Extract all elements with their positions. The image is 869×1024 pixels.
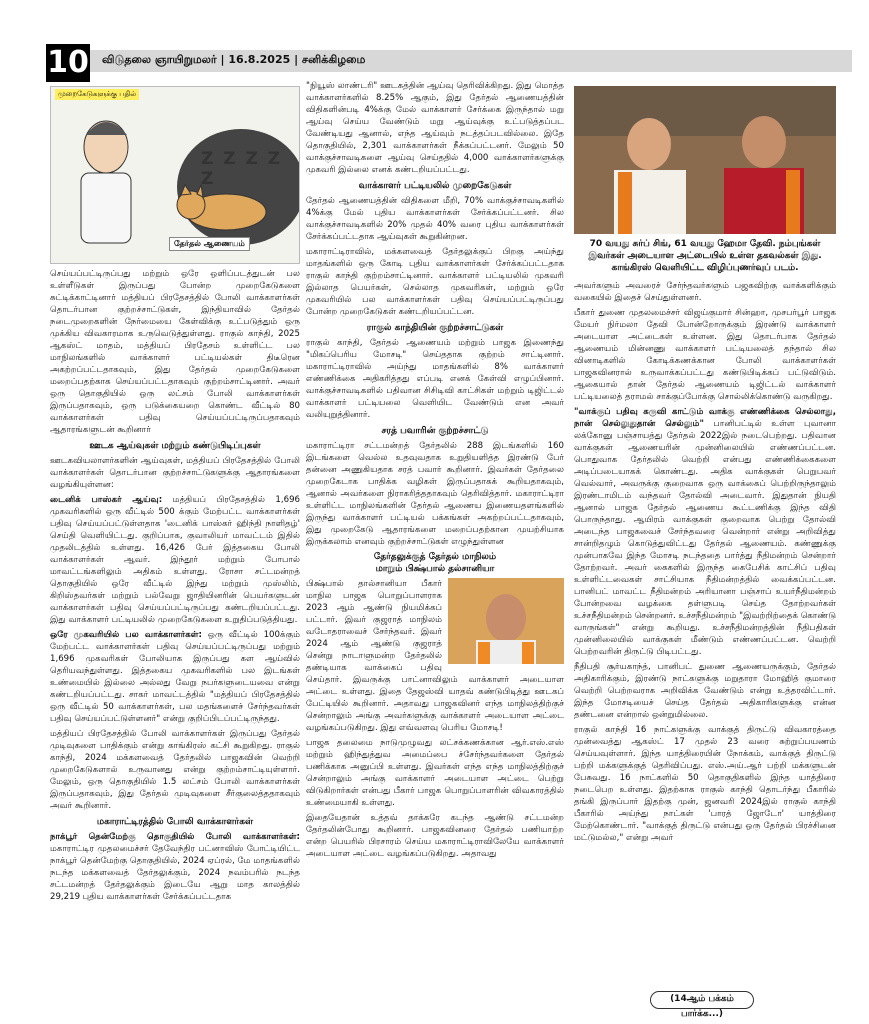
continued-on-page-link[interactable]: (14ஆம் பக்கம் பார்க்க...)	[650, 991, 754, 1009]
col3-para-5: ராகுல் காந்தி 16 நாட்களுக்கு வாக்குத் திருட்டு விவகாரத்தை முன்வைத்து ஆகஸ்ட் 17 முதல் 23 வரை சுற்றுப்பயணம் செய்யவுள்ளார். இந்த யாத்திரையின் நோக்கம், வாக்குத் திருட்டு பற்றி மக்களுக்குத் தெரிவிப்பது. எஸ்.அய்.ஆர் பற்றி மக்களுடன் பேசுவது. 16 நாட்களில் 50 தொகுதிகளில் இந்த யாத்திரை நடைபெற உள்ளது. இதற்காக ராகுல் காந்தி தொடர்ந்து பீகாரில் தங்கி இருப்பார் இதற்கு முன், ஜனவரி 2024இல் ராகுல் காந்தி பீகாரில் அய்ந்து நாட்கள் 'பாரத் ஜோடோ' யாத்திரை மேற்கொண்டார். "வாக்குத் திருட்டு என்பது ஒரு தேர்தல் பிரச்சினை மட்டுமல்ல," என்று அவர்	[574, 725, 836, 843]
column-3	[574, 86, 836, 982]
col1-para-6-lead: நாக்பூர் தென்மேற்கு தொகுதியில் போலி வாக்காளர்கள்:	[50, 832, 300, 842]
voters-photo	[574, 86, 836, 234]
column-2	[306, 80, 564, 1016]
col2-para-1: "நியூஸ் லாண்டரி" ஊடகத்தின் ஆய்வு தெரிவிக்கிறது. இது மொத்த வாக்காளர்களில் 8.25% ஆகும், இது தேர்தல் ஆணையத்தின் விதிகளின்படி 4%க்கு மேல் வாக்காளர் சேர்க்கை இருந்தால் மறு ஆய்வு செய்ய வேண்டும் மறு ஆய்வுக்கு உட்படுத்தப்பட வேண்டியது ஆனால், எந்த ஆய்வும் நடத்தப்படவில்லை. இதே தொகுதியில், 2,301 வாக்காளர்கள் நீக்கப்பட்டனர். மேலும் 50 வாக்குச்சாவடிகளை ஆய்வு செய்ததில் 4,000 வாக்காளர்களுக்கு முகவரி இல்லை எனக் கண்டறியப்பட்டது.	[306, 81, 564, 175]
politician-photo-drawing	[448, 578, 564, 664]
photo-caption: 70 வயது சுர்ப் சிங், 61 வயது ஹேமா தேவி. நம்புங்கள் இவர்கள் அடையாள அட்டையில் உள்ள தகவல்கள் இது. காங்கிரஸ் வெளியிட்ட விழிப்புணர்வுப் படம்.	[588, 239, 822, 273]
col2-subheading-2: ராகுல் காந்தியின் குற்றச்சாட்டுகள்	[366, 323, 504, 333]
col1-para-6	[50, 831, 300, 903]
col1-subheading-1: ஊடக ஆய்வுகள் மற்றும் கண்டுபிடிப்புகள்	[89, 441, 261, 451]
voters-photo-drawing	[574, 86, 836, 234]
col1-para-2: ஊடகவியலாளர்களின் ஆய்வுகள், மத்தியப் பிரதேசத்தில் போலி வாக்காளர்கள் தொடர்பான குற்றச்சாட்டுகளுக்கு ஆதாரங்களை வழங்கியுள்ளன:	[50, 456, 300, 490]
col2-subheading-3: சரத் பவாரின் குற்றச்சாட்டு	[381, 426, 489, 436]
col2-para-7: பாஜக தலைமை நாடுமுழுவது லட்சக்கணக்கான ஆர்.எஸ்.எஸ் மற்றும் ஹிந்துத்துவ அமைப்பை ச்சேர்ந்தவர்களை தேர்தல் பணிக்காக அனுப்பி உள்ளது. இவர்கள் எந்த எந்த மாநிலத்திற்குச் சென்றாலும் அங்கு வாக்காளர் அடையாள அட்டை பெற்று விடுகிறார்கள் என்பது பீகார் பாஜக பொறுப்பாளரின் விவகாரத்தில் உண்மையாகி உள்ளது.	[306, 738, 564, 808]
page-header	[0, 44, 852, 80]
col1-para-6-text: மகாராட்டிர முதலமைச்சர் தேவேந்திர பட்னாவிஸ் போட்டியிட்ட நாக்பூர் தென்மேற்கு தொகுதியில், 2024 ஏப்ரல், மே மாதங்களில் நடந்த மக்களவைத் தேர்தலுக்கும், 2024 நவம்பரில் நடந்த சட்டமன்றத் தேர்தலுக்கும் இடையே ஆறு மாத காலத்தில் 29,219 புதிய வாக்காளர்கள் சேர்க்கப்பட்டதாக	[50, 844, 300, 902]
sleep-text: Z Z Z Z Z	[201, 149, 283, 189]
col1-subheading-2: மகாராட்டிரத்தில் போலி வாக்காளர்கள்	[96, 817, 254, 827]
col3-para-3-lead: "வாக்குப் பதிவு கருவி காட்டும் வாக்கு எண்ணிக்கை செல்லாது, நான் செல்லுதுதான் செல்லும்"	[574, 407, 836, 429]
col2-para-4: ராகுல் காந்தி, தேர்தல் ஆணையம் மற்றும் பாஜக இணைந்து "மிகப்பெரிய மோசடி" செய்ததாக குற்றம் சாட்டினார். மகாராட்டிராவில் அய்ந்து மாதங்களில் 8% வாக்காளர் எண்ணிக்கை அதிகரித்தது எப்படி எனக் கேள்வி எழுப்பினார். வாக்குச்சாவடிகளில் பதிவான சிசிடிவி காட்சிகள் மற்றும் டிஜிட்டல் வாக்காளர் பட்டியலை வெளியிட வேண்டும் என அவர் வலியுறுத்தினார்.	[306, 338, 564, 420]
col1-para-3-text: மத்தியப் பிரதேசத்தில் 1,696 முகவரிகளில் ஒரு வீட்டில் 500 க்கும் மேற்பட்ட வாக்காளர்கள் பதிவு செய்யப்பட்டுள்ளதாக 'டைனிக் பாஸ்கர் ஹிந்தி நாளிதழ்' செய்தி வெளியிட்டது. குறிப்பாக, குவாலியர் மாவட்டம் இதில் முதலிடத்தில் உள்ளது. 16,426 பேர் இத்தகைய போலி வாக்காளர்கள் ஆவர். இந்தூர் மற்றும் போபால் மாவட்டங்களிலும் அதிகம் உள்ளது. ரோசா சட்டமன்றத் தொகுதியில் ஒரே வீட்டில் இந்து மற்றும் முஸ்லிம், கிறிஸ்தவர்கள் மற்றும் பல்வேறு ஜாதியினரின் பெயர்களுடன் வாக்காளர்கள் பதிவு செய்யப்பட்டிருப்பது கண்டறியப்பட்டது. இது வாக்காளர் பட்டியலில் முறைகேடுகளை உறுதிப்படுத்தியது.	[50, 495, 300, 625]
politician-photo	[448, 578, 564, 664]
col2-subheading-1: வாக்காளர் பட்டியலில் முறைகேடுகள்	[358, 181, 512, 191]
col2-para-6: பிக்ஷ்பால் தால்சானியா பீகார் மாநில பாஜக பொறுப்பாளராக 2023 ஆம் ஆண்டு நியமிக்கப் பட்டார். இவர் குஜராத் மாநிலம் வடோதராவைச் சேர்ந்தவர். இவர் 2024 ஆம் ஆண்டு குஜராத் சென்று நாடாளுமன்ற தேர்தலில் தண்டியாக வாக்கைப் பதிவு செய்தார். இவருக்கு பாட்னாவிலும் வாக்காளர் அடையாள அட்டை உள்ளது. இதை தேஜஸ்வி யாதவ் கண்டுபிடித்து ஊடகப் பேட்டியில் கூறினார். அதாவது பாஜகவினர் எந்த மாநிலத்திற்குச் சென்றாலும் அங்கு அவர்களுக்கு வாக்காளர் அடையாள அட்டை வழங்கப்படுகிறது. இது எவ்வளவு பெரிய மோசடி!	[306, 579, 564, 733]
col1-para-4-text: ஒரு வீட்டில் 100க்கும் மேற்பட்ட வாக்காளர்கள் பதிவு செய்யப்பட்டிருப்பது மற்றும் 1,696 முகவரிகள் போலியாக இருப்பது கள ஆய்வில் தெரியவந்துள்ளது. இத்தகைய முகவரிகளில் பல இடங்கள் உண்மையில் இல்லை அல்லது வேறு நபர்களுடையவை என்று கண்டறியப்பட்டது. சாகர் மாவட்டத்தில் "மத்தியப் பிரதேசத்தில் ஒரு வீட்டில் 50 வாக்காளர்கள், பல மதங்களைச் சேர்ந்தவர்கள் பதிவு செய்யப்பட்டுள்ளனர்" என்று குறிப்பிடப்பட்டிருந்தது.	[50, 630, 300, 724]
cartoon-tag: முறைகேடுகளுக்கு பதில்	[55, 89, 139, 100]
cartoon-caption: தேர்தல் ஆணையம்	[169, 237, 250, 251]
cartoon-image	[50, 86, 300, 264]
col1-para-5: மத்தியப் பிரதேசத்தில் போலி வாக்காளர்கள் இருப்பது தேர்தல் முடிவுகளை பாதிக்கும் என்று காங்கிரஸ் கட்சி கூறுகிறது. ராகுல் காந்தி, 2024 மக்களவைத் தேர்தலில் பாஜகவின் வெற்றி முறைகேடுகளால் உருவானது என்று குற்றம்சாட்டியுள்ளார். மேலும், ஒரு தொகுதியில் 1.5 லட்சம் போலி வாக்காளர்கள் இருப்பதாகவும், இது தேர்தல் முடிவுகளை சீர்குலைத்ததாகவும் அவர் கூறினார்.	[50, 729, 300, 811]
col3-para-3-text: பானிபட்டில் உள்ள புவானா லக்கோனு பஞ்சாயத்து தேர்தல் 2022இல் நடைபெற்றது. பதிவான வாக்குகள் ஆணையரின் முன்னிலையில் எண்ணப்பட்டன. பொதுவாக தேர்தலில் வெற்றி என்பது எண்ணிக்கைகளை அடிப்படையாகக் கொண்டது. அதிக வாக்குகள் பெறுபவர் வெல்வார், அவருக்கு குறைவாக ஒரு வாக்கைப் பெற்றிருந்தாலும் இரண்டாமிடம் வந்தவர் தோல்வி அடைவார். இதுதான் நியதி ஆனால் பாஜக தேர்தல் ஆணைய கூட்டணிக்கு இந்த விதி பொருந்தாது. ஆயிரம் வாக்குகள் குறைவாக பெற்று தோல்வி அடைந்த பாஜகவைச் சேர்ந்தவரை வென்றார் என்று அறிவித்து சான்றிதழும் கொடுத்துவிட்டது தேர்தல் ஆணையம். கண்ணுக்கு முன்பாகவே இந்த மோசடி நடந்ததை பார்த்து நீதிமன்றம் சென்றார் தோற்றவர். அவர் கைகளில் இருந்த கைபேசிக் காட்சிப் பதிவு உள்ளிட்டவைகள் சாட்சியாக நீதிமன்றத்தில் வைக்கப்பட்டன. பானிபட் மாவட்ட நீதிமன்றம் அரியானா பஞ்சாப் உயர்நீதிமன்றம் போன்றவை வழக்கை தள்ளுபடி செய்த தோற்றவர்கள் உச்சநீதிமன்றம் சென்றனர். உச்சநீதிமன்றம் "இவற்றிற்தைக் கொண்டு வாருங்கள்" என்று கூறியது. உச்சநீதிமன்றத்தின் நீதிபதிகள் முன்னிலையில் வாக்குகள் மீண்டும் எண்ணப்பட்டன. வெற்றி பெற்றவரின் திருட்டு பிடிபட்டது.	[574, 419, 836, 657]
col1-para-4-lead: ஒரே முகவரியில் பல வாக்காளர்கள்:	[50, 630, 202, 640]
masthead-text: விடுதலை ஞாயிறுமலர் | 16.8.2025 | சனிக்கிழமை	[102, 53, 366, 66]
col2-subheading-4b: மாறும் பிக்ஷ்பால் தல்சானியா	[375, 564, 495, 574]
col3-para-4: நீதிபதி சூர்யகாந்த், பானிபட் துணை ஆணையருக்கும், தேர்தல் அதிகாரிக்கும், இரண்டு நாட்களுக்கு மறுதாரா மோஹித் குமாரை வெற்றி பெற்றவராக அறிவிக்க வேண்டும் என்று உத்தரவிட்டார். இந்த மோசடியைச் செய்த தேர்தல் அதிகாரிகளுக்கு என்ன தண்டனை என்றால் ஒன்றுமில்லை.	[574, 662, 836, 720]
col2-para-5: மகாராட்டிரா சட்டமன்றத் தேர்தலில் 288 இடங்களில் 160 இடங்களை வெல்ல உதவுவதாக உறுதியளித்த இரண்டு பேர் தன்னை அணுகியதாக சரத் பவார் கூறினார். இவர்கள் தேர்தலை முறைகேடாக பாதிக்க வழிகள் இருப்பதாகக் கூறியதாகவும், ஆனால் அவர்களை நிராகரித்ததாகவும் தெரிவித்தார். மகாராட்டிரா உள்ளிட்ட மாநிலங்களின் தேர்தல் ஆணைய இணையதளங்களில் இருந்து வாக்காளர் பட்டியல் பக்கங்கள் அகற்றப்பட்டதாகவும், இது முறைகேடு ஆதாரங்களை மறைப்பதற்கான முயற்சியாக இருக்கலாம் எனவும் குற்றச்சாட்டுகள் எழுந்துள்ளன	[306, 441, 564, 547]
page-number: 10	[47, 45, 89, 80]
col1-para-4	[50, 629, 300, 725]
col2-para-2: தேர்தல் ஆணையத்தின் விதிகளை மீறி, 70% வாக்குச்சாவடிகளில் 4%க்கு மேல் புதிய வாக்காளர்கள் சேர்க்கப்பட்டனர். சில வாக்குச்சாவடிகளில் 20% முதல் 40% வரை புதிய வாக்காளர்கள் சேர்க்கப்பட்டதாக ஆய்வுகள் கூறுகின்றன.	[306, 196, 564, 242]
col2-para-8: இதையேதான் உத்தவ் தாக்கரே கடந்த ஆண்டு சட்டமன்ற தேர்தலின்போது கூறினார். பாஜகவினரை தேர்தல் பணியாற்ற என்ற பெயரில் பிரசாரம் செய்ய மகாராட்டிராவிலேயே வாக்காளர் அடையாள அட்டை வழங்கப்படுகிறது. அதாவது	[306, 813, 564, 859]
col1-para-3-lead: டைனிக் பாஸ்கர் ஆய்வு:	[50, 495, 163, 505]
col1-para-3	[50, 494, 300, 626]
col3-para-1: அவர்களும் அவரைச் சேர்ந்தவர்களும் பஜகவிற்கு வாக்களிக்கும் வகையில் இதைச் செய்துள்ளனர்.	[574, 281, 836, 303]
col3-para-3	[574, 406, 836, 658]
col1-para-1: செய்யப்பட்டிருப்பது மற்றும் ஒரே ஒளிப்படத்துடன் பல உள்ளீடுகள் இருப்பது போன்ற முறைகேடுகளை சுட்டிக்காட்டினார் மத்தியப் பிரதேசத்தில் போலி வாக்காளர்கள் தொடர்பான குற்றச்சாட்டுகள், இந்தியாவில் தேர்தல் நடைமுறைகளின் நேர்மையை கேள்விக்கு உட்படுத்தும் ஒரு முக்கிய விவகாரமாக உருவெடுத்துள்ளது. ராகுல் காந்தி, 2025 ஆகஸ்ட் மாதம், மத்தியப் பிரதேசம் உள்ளிட்ட பல மாநிலங்களில் வாக்காளர் பட்டியல்கள் திடீரென அகற்றப்பட்டதாகவும், இது தேர்தல் முறைகேடுகளை மறைப்பதற்காக செய்யப்பட்டதாகவும் குற்றம்சாட்டினார். அவர் ஒரு தொகுதியில் ஒரு லட்சம் போலி வாக்காளர்கள் இருப்பதாகவும், ஒரு படுக்கையறை கொண்ட வீட்டில் 80 வாக்காளர்கள் பதிவு செய்யப்பட்டிருப்பதாகவும் ஆதாரங்களுடன் கூறினார்	[50, 269, 300, 435]
column-1	[50, 86, 300, 1016]
col2-subheading-4a: தேர்தலுக்குத் தேர்தல் மாநிலம்	[373, 552, 497, 562]
col3-para-2: பீகார் துணை முதலமைச்சர் விஜய்குமார் சின்ஹா, முசபர்பூர் பாஜக மேயர் நிர்மலா தேவி போன்றோருக்கும் இரண்டு வாக்காளர் அடையாள அட்டைகள் உள்ளன. இது தொடர்பாக தேர்தல் ஆணையம் மின்னணு வாக்காளர் பட்டியலைத் தந்தால் சில வினாடிகளில் கோடிக்கணக்கான போலி வாக்காளர்கள் பாஜகவினரால் உருவாக்கப்பட்டது கண்டுபிடிக்கப் பட்டுவிடும். ஆகையால் தான் தேர்தல் ஆணையம் டிஜிட்டல் வாக்காளர் பட்டியலைத் தராமல் சாக்குப்போக்கு சொல்லிக்கொண்டு வருகிறது.	[574, 308, 836, 402]
col2-para-3: மகாராட்டிராவில், மக்களவைத் தேர்தலுக்குப் பிறகு அய்ந்து மாதங்களில் ஒரு கோடி புதிய வாக்காளர்கள் சேர்க்கப்பட்டதாக ராகுல் காந்தி குற்றம்சாட்டினார். வாக்காளர் பட்டியலில் முகவரி இல்லாத பெயர்கள், செல்லாத முகவரிகள், மற்றும் ஒரே முகவரியில் பல வாக்காளர்கள் பதிவு செய்யப்பட்டிருப்பது போன்ற முறைகேடுகள் கண்டறியப்பட்டன.	[306, 247, 564, 317]
